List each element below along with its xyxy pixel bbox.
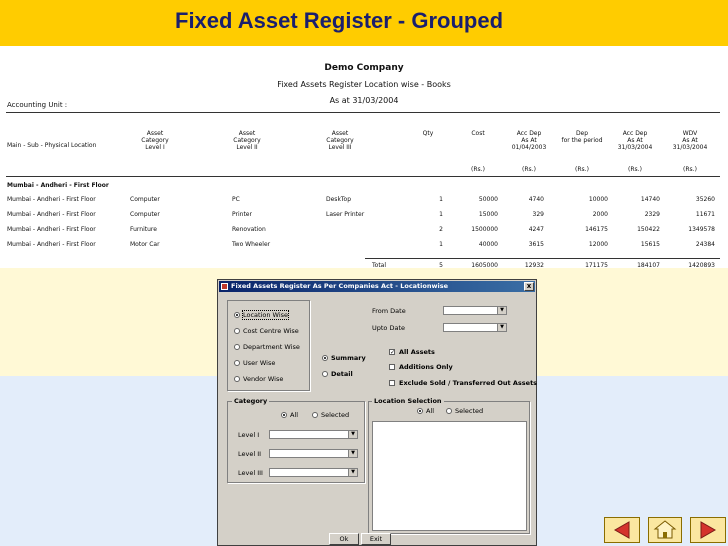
level3-label: Level III: [238, 469, 263, 477]
slide-title: Fixed Asset Register - Grouped: [175, 8, 504, 33]
col-header-dep-line2: for the period: [561, 137, 603, 144]
chevron-down-icon[interactable]: ▼: [348, 450, 357, 457]
total-rule: [365, 258, 720, 259]
cell-location: Mumbai - Andheri - First Floor: [7, 196, 96, 203]
header-rule-bottom: [6, 176, 720, 177]
total-accdep-open: 12932: [524, 262, 544, 269]
cell-dep: 146175: [585, 226, 608, 233]
label-cost-centre-wise: Cost Centre Wise: [243, 327, 299, 335]
cell-category-l1: Computer: [130, 211, 160, 218]
back-arrow-icon: [605, 518, 639, 542]
radio-location-all[interactable]: [417, 408, 423, 414]
checkbox-exclude-sold[interactable]: [389, 380, 395, 386]
radio-summary[interactable]: [322, 355, 328, 361]
label-detail: Detail: [331, 370, 353, 378]
cell-accdep-open: 4247: [528, 226, 544, 233]
level1-label: Level I: [238, 431, 260, 439]
col-header-wdv-line3: 31/03/2004: [672, 144, 708, 151]
location-group-title: Location Selection: [374, 397, 442, 405]
report-date: As at 31/03/2004: [329, 96, 399, 105]
total-cost: 1605000: [471, 262, 498, 269]
home-icon: [649, 518, 681, 542]
col-header-cat3-line1: Asset: [331, 130, 349, 137]
cell-qty: 1: [439, 196, 443, 203]
col-header-qty: Qty: [422, 130, 434, 137]
total-label: Total: [372, 262, 387, 269]
cell-wdv: 11671: [695, 211, 715, 218]
fa-register-dialog: [217, 279, 537, 546]
report-preview: [0, 46, 728, 268]
exit-button[interactable]: [361, 533, 391, 545]
radio-cost-centre-wise[interactable]: [234, 328, 240, 334]
col-header-cat3-line3: Level III: [328, 144, 352, 151]
close-icon[interactable]: x: [524, 282, 534, 291]
from-date-label: From Date: [372, 307, 406, 315]
forward-arrow-icon: [691, 518, 725, 542]
label-user-wise: User Wise: [243, 359, 276, 367]
unit-label: (Rs.): [683, 166, 697, 173]
col-header-accdep1-line2: As At: [521, 137, 537, 144]
radio-location-wise[interactable]: [234, 312, 240, 318]
checkbox-all-assets[interactable]: ✓: [390, 349, 396, 356]
col-header-accdep1-line3: 01/04/2003: [511, 144, 547, 151]
slide-title-bar: [0, 0, 728, 46]
cell-qty: 1: [439, 211, 443, 218]
forward-button[interactable]: [690, 517, 726, 543]
label-location-all: All: [426, 407, 435, 415]
label-location-selected: Selected: [455, 407, 484, 415]
col-header-accdep2-line3: 31/03/2004: [617, 144, 653, 151]
label-summary: Summary: [331, 354, 366, 362]
radio-vendor-wise[interactable]: [234, 376, 240, 382]
col-header-accdep1-line1: Acc Dep: [516, 130, 542, 137]
label-exclude-sold: Exclude Sold / Transferred Out Assets: [399, 379, 538, 387]
unit-label: (Rs.): [522, 166, 536, 173]
radio-category-all[interactable]: [281, 412, 287, 418]
location-list[interactable]: [372, 421, 527, 531]
chevron-down-icon[interactable]: ▼: [497, 324, 506, 331]
label-department-wise: Department Wise: [243, 343, 300, 351]
radio-detail[interactable]: [322, 371, 328, 377]
report-subtitle: Fixed Assets Register Location wise - Books: [277, 80, 451, 89]
report-company: Demo Company: [324, 63, 404, 73]
cell-qty: 1: [439, 241, 443, 248]
level1-select[interactable]: [269, 430, 358, 439]
col-header-cat2-line3: Level II: [236, 144, 258, 151]
cell-category-l1: Computer: [130, 196, 160, 203]
cell-category-l3: Laser Printer: [326, 211, 365, 218]
cell-cost: 40000: [478, 241, 498, 248]
cell-dep: 12000: [588, 241, 608, 248]
radio-category-selected[interactable]: [312, 412, 318, 418]
level2-select[interactable]: [269, 449, 358, 458]
cell-location: Mumbai - Andheri - First Floor: [7, 211, 96, 218]
cell-category-l3: DeskTop: [326, 196, 352, 203]
cell-wdv: 35260: [695, 196, 715, 203]
col-header-cat1-line2: Category: [141, 137, 169, 144]
app-icon: [221, 283, 228, 290]
unit-label: (Rs.): [575, 166, 589, 173]
cell-category-l2: Two Wheeler: [232, 241, 271, 248]
upto-date-label: Upto Date: [372, 324, 406, 332]
dialog-titlebar[interactable]: [219, 281, 535, 292]
header-rule-top: [6, 112, 720, 113]
from-date-field[interactable]: [443, 306, 507, 315]
dialog-title: Fixed Assets Register As Per Companies Act - Locationwise: [231, 282, 448, 290]
label-all-assets: All Assets: [399, 348, 435, 356]
level2-label: Level II: [238, 450, 262, 458]
total-wdv: 1420893: [688, 262, 715, 269]
cell-cost: 15000: [478, 211, 498, 218]
radio-department-wise[interactable]: [234, 344, 240, 350]
label-category-all: All: [290, 411, 299, 419]
ok-button[interactable]: [329, 533, 359, 545]
cell-category-l1: Furniture: [130, 226, 157, 233]
col-header-cost: Cost: [471, 130, 485, 137]
col-header-wdv-line1: WDV: [682, 130, 698, 137]
chevron-down-icon[interactable]: ▼: [348, 469, 357, 476]
cell-dep: 10000: [588, 196, 608, 203]
cell-accdep-open: 3615: [528, 241, 544, 248]
col-header-accdep2-line2: As At: [627, 137, 643, 144]
cell-location: Mumbai - Andheri - First Floor: [7, 226, 96, 233]
col-header-cat1-line1: Asset: [146, 130, 164, 137]
unit-label: (Rs.): [628, 166, 642, 173]
col-header-cat2-line1: Asset: [238, 130, 256, 137]
radio-location-selected[interactable]: [446, 408, 452, 414]
upto-date-field[interactable]: [443, 323, 507, 332]
label-additions-only: Additions Only: [399, 363, 453, 371]
ok-button-label: Ok: [339, 535, 349, 543]
cell-category-l2: Printer: [232, 211, 252, 218]
label-location-wise: Location Wise: [243, 311, 289, 319]
cell-accdep-close: 2329: [644, 211, 660, 218]
back-button[interactable]: [604, 517, 640, 543]
label-category-selected: Selected: [321, 411, 350, 419]
col-header-wdv-line2: As At: [682, 137, 698, 144]
col-header-cat2-line2: Category: [233, 137, 261, 144]
group-heading: Mumbai - Andheri - First Floor: [7, 182, 109, 189]
accounting-unit-label: Accounting Unit :: [7, 101, 68, 109]
total-qty: 5: [439, 262, 443, 269]
col-header-accdep2-line1: Acc Dep: [622, 130, 648, 137]
cell-wdv: 24384: [695, 241, 715, 248]
radio-user-wise[interactable]: [234, 360, 240, 366]
cell-dep: 2000: [592, 211, 608, 218]
total-accdep-close: 184107: [637, 262, 660, 269]
cell-cost: 1500000: [471, 226, 498, 233]
checkbox-additions-only[interactable]: [389, 364, 395, 370]
chevron-down-icon[interactable]: ▼: [497, 307, 506, 314]
home-button[interactable]: [648, 517, 682, 543]
unit-label: (Rs.): [471, 166, 485, 173]
cell-accdep-open: 329: [532, 211, 544, 218]
cell-accdep-close: 15615: [640, 241, 660, 248]
cell-category-l2: PC: [232, 196, 240, 203]
cell-wdv: 1349578: [688, 226, 715, 233]
cell-qty: 2: [439, 226, 443, 233]
cell-accdep-close: 150422: [637, 226, 660, 233]
cell-category-l1: Motor Car: [130, 241, 160, 248]
label-vendor-wise: Vendor Wise: [243, 375, 284, 383]
col-header-cat3-line2: Category: [326, 137, 354, 144]
cell-accdep-open: 4740: [528, 196, 544, 203]
col-header-location: Main - Sub - Physical Location: [7, 142, 97, 149]
cell-cost: 50000: [478, 196, 498, 203]
total-dep: 171175: [585, 262, 608, 269]
cell-category-l2: Renovation: [232, 226, 266, 233]
chevron-down-icon[interactable]: ▼: [348, 431, 357, 438]
cell-location: Mumbai - Andheri - First Floor: [7, 241, 96, 248]
category-group-title: Category: [234, 397, 268, 405]
level3-select[interactable]: [269, 468, 358, 477]
col-header-cat1-line3: Level I: [145, 144, 165, 151]
exit-button-label: Exit: [369, 535, 383, 543]
cell-accdep-close: 14740: [640, 196, 660, 203]
col-header-dep-line1: Dep: [575, 130, 589, 137]
